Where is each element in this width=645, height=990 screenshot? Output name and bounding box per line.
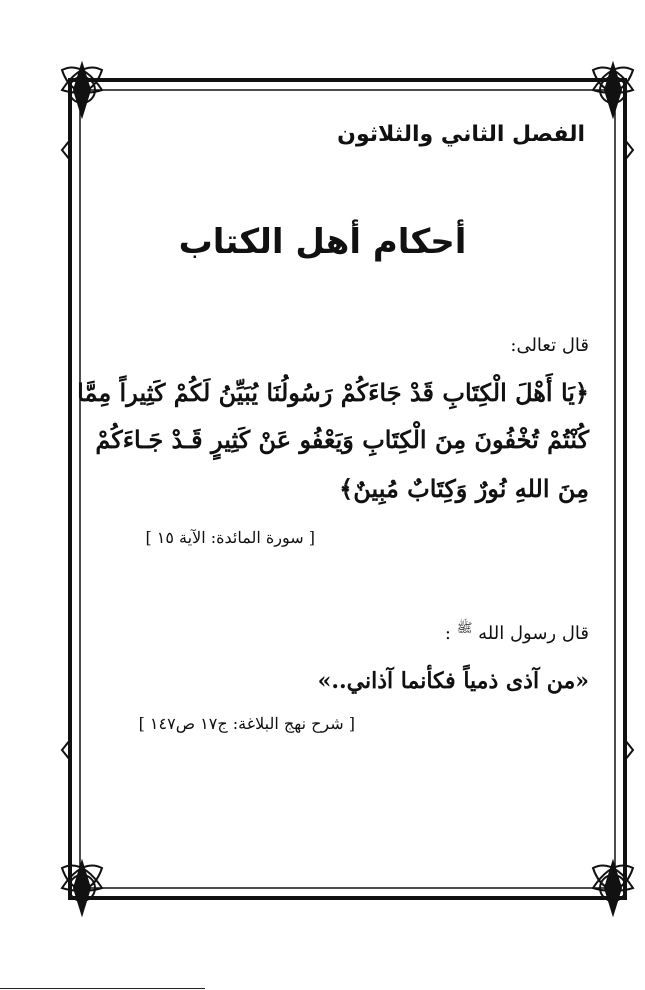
footnote-divider xyxy=(0,988,205,989)
verse-line-2: كُنْتُمْ تُخْفُونَ مِنَ الْكِتَابِ وَيَعْفُو عَنْ كَثِيرٍ قَـدْ جَـاءَكُمْ xyxy=(95,425,589,454)
hadith-text: «من آذى ذمياً فكأنما آذاني..» xyxy=(317,668,589,694)
verse-line-1: ﴿يَا أَهْلَ الْكِتَابِ قَدْ جَاءَكُمْ رَسُولُنَا يُبَيِّنُ لَكُمْ كَثِيراً مِمَّا xyxy=(77,378,589,407)
honorific-mark: ﷺ xyxy=(456,621,473,636)
hadith-intro-label: قال رسول الله xyxy=(478,623,589,644)
chapter-heading: الفصل الثاني والثلاثون xyxy=(337,122,585,147)
verse-line-3: مِنَ اللهِ نُورٌ وَكِتَابٌ مُبِينٌ﴾ xyxy=(339,474,589,503)
hadith-reference: [ شرح نهج البلاغة: ج١٧ ص١٤٧ ] xyxy=(138,714,355,733)
hadith-intro-colon: : xyxy=(444,623,451,644)
verse-reference: [ سورة المائدة: الآية ١٥ ] xyxy=(145,528,315,547)
hadith-intro xyxy=(445,620,589,644)
page-title: أحكام أهل الكتاب xyxy=(178,222,467,262)
quran-intro: قال تعالى: xyxy=(510,335,589,356)
